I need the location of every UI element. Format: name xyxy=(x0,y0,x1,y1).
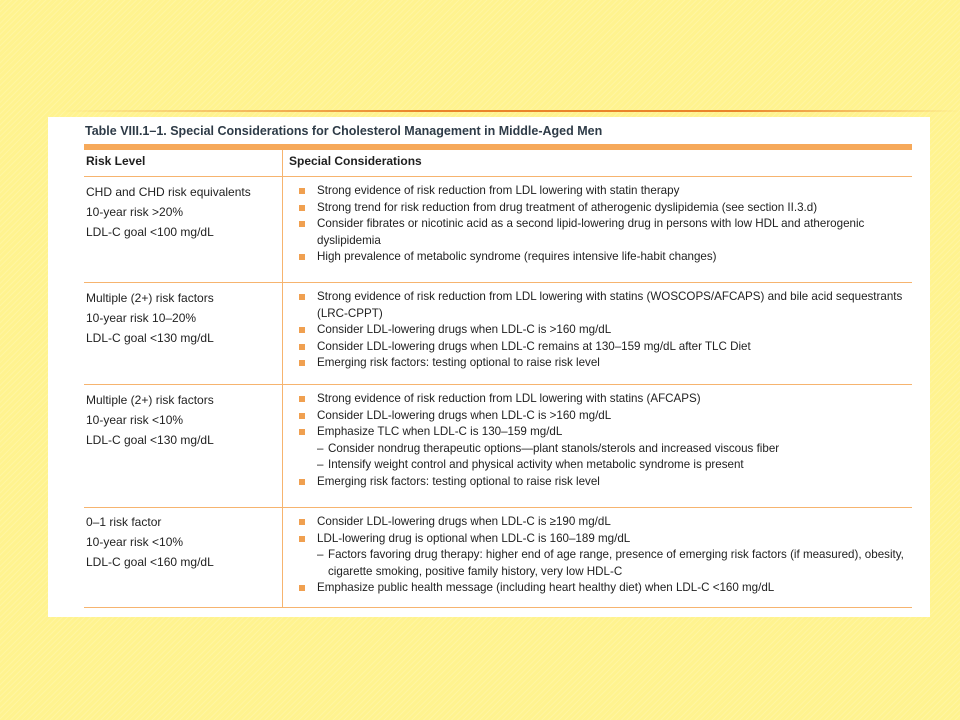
consideration-text: Consider nondrug therapeutic options—plant stanols/sterols and increased viscous fiber xyxy=(328,441,780,455)
square-bullet-icon xyxy=(299,479,305,485)
consideration-text: Intensify weight control and physical activity when metabolic syndrome is present xyxy=(328,458,744,471)
square-bullet-icon xyxy=(299,585,305,591)
consideration-subitem xyxy=(299,441,911,458)
risk-category: Multiple (2+) risk factors xyxy=(86,291,214,305)
row-divider xyxy=(84,384,912,385)
consideration-item xyxy=(299,424,911,441)
dash-marker: – xyxy=(317,458,324,471)
ten-year-risk: 10-year risk <10% xyxy=(86,535,184,549)
square-bullet-icon xyxy=(299,254,305,260)
consideration-item xyxy=(299,183,911,200)
considerations-cell xyxy=(299,183,911,266)
considerations-cell xyxy=(299,289,911,372)
risk-level-cell xyxy=(86,185,276,245)
consideration-item xyxy=(299,249,911,266)
consideration-text: Strong evidence of risk reduction from LDL lowering with statin therapy xyxy=(317,184,680,197)
consideration-item xyxy=(299,216,911,249)
consideration-item xyxy=(299,322,911,339)
square-bullet-icon xyxy=(299,205,305,211)
risk-level-header: Risk Level xyxy=(86,154,146,168)
ldl-goal: LDL-C goal <100 mg/dL xyxy=(86,225,214,239)
consideration-item xyxy=(299,289,911,322)
row-divider xyxy=(84,176,912,177)
square-bullet-icon xyxy=(299,396,305,402)
consideration-item xyxy=(299,339,911,356)
dash-marker: – xyxy=(317,441,324,455)
consideration-text: Strong evidence of risk reduction from LDL lowering with statins (AFCAPS) xyxy=(317,392,701,405)
consideration-item xyxy=(299,474,911,491)
row-divider xyxy=(84,282,912,283)
table-top-rule xyxy=(84,144,912,150)
consideration-text: Consider LDL-lowering drugs when LDL-C is ≥190 mg/dL xyxy=(317,515,611,528)
square-bullet-icon xyxy=(299,360,305,366)
consideration-text: Emphasize TLC when LDL-C is 130–159 mg/dL xyxy=(317,425,563,438)
ldl-goal: LDL-C goal <130 mg/dL xyxy=(86,331,214,345)
consideration-text: Factors favoring drug therapy: higher end of age range, presence of emerging risk factors (if measured), obesity, cigarette smoking, positive family history, very low HDL-C xyxy=(328,548,904,578)
consideration-text: Emerging risk factors: testing optional to raise risk level xyxy=(317,356,600,369)
consideration-text: Strong trend for risk reduction from drug treatment of atherogenic dyslipidemia (see section II.3.d) xyxy=(317,200,818,214)
square-bullet-icon xyxy=(299,429,305,435)
consideration-item xyxy=(299,531,911,548)
consideration-text: High prevalence of metabolic syndrome (requires intensive life-habit changes) xyxy=(317,250,717,263)
consideration-item xyxy=(299,514,911,531)
square-bullet-icon xyxy=(299,294,305,300)
consideration-text: LDL-lowering drug is optional when LDL-C is 160–189 mg/dL xyxy=(317,531,631,545)
ten-year-risk: 10-year risk <10% xyxy=(86,413,184,427)
considerations-cell xyxy=(299,391,911,490)
table-bottom-rule xyxy=(84,607,912,608)
square-bullet-icon xyxy=(299,536,305,542)
column-divider xyxy=(282,150,283,608)
row-divider xyxy=(84,507,912,508)
consideration-text: Consider LDL-lowering drugs when LDL-C is >160 mg/dL xyxy=(317,323,612,336)
ldl-goal: LDL-C goal <160 mg/dL xyxy=(86,555,214,569)
ldl-goal: LDL-C goal <130 mg/dL xyxy=(86,433,214,447)
consideration-item xyxy=(299,408,911,425)
consideration-item xyxy=(299,355,911,372)
consideration-text: Emphasize public health message (including heart healthy diet) when LDL-C <160 mg/dL xyxy=(317,581,775,594)
consideration-text: Consider fibrates or nicotinic acid as a second lipid-lowering drug in persons with low HDL and atherogenic dyslipidemia xyxy=(317,217,865,247)
square-bullet-icon xyxy=(299,519,305,525)
square-bullet-icon xyxy=(299,327,305,333)
consideration-text: Strong evidence of risk reduction from LDL lowering with statins (WOSCOPS/AFCAPS) and bile acid sequestrants (LRC-CPPT) xyxy=(317,290,903,320)
table-image-panel xyxy=(48,117,930,617)
considerations-cell xyxy=(299,514,911,597)
decorative-title-line xyxy=(60,110,960,112)
square-bullet-icon xyxy=(299,221,305,227)
special-considerations-header: Special Considerations xyxy=(289,154,422,168)
consideration-item xyxy=(299,200,911,217)
consideration-subitem xyxy=(299,547,911,580)
risk-category: CHD and CHD risk equivalents xyxy=(86,185,251,199)
risk-level-cell xyxy=(86,393,276,453)
consideration-item xyxy=(299,580,911,597)
ten-year-risk: 10-year risk 10–20% xyxy=(86,311,197,325)
square-bullet-icon xyxy=(299,344,305,350)
square-bullet-icon xyxy=(299,188,305,194)
risk-category: 0–1 risk factor xyxy=(86,515,162,529)
consideration-text: Emerging risk factors: testing optional to raise risk level xyxy=(317,474,600,488)
risk-level-cell xyxy=(86,515,276,575)
risk-level-cell xyxy=(86,291,276,351)
ten-year-risk: 10-year risk >20% xyxy=(86,205,184,219)
consideration-item xyxy=(299,391,911,408)
dash-marker: – xyxy=(317,548,324,561)
square-bullet-icon xyxy=(299,413,305,419)
consideration-text: Consider LDL-lowering drugs when LDL-C is >160 mg/dL xyxy=(317,408,612,422)
consideration-subitem xyxy=(299,457,911,474)
table-title: Table VIII.1–1. Special Considerations for Cholesterol Management in Middle-Aged Men xyxy=(85,124,603,138)
risk-category: Multiple (2+) risk factors xyxy=(86,393,214,407)
consideration-text: Consider LDL-lowering drugs when LDL-C remains at 130–159 mg/dL after TLC Diet xyxy=(317,339,751,353)
